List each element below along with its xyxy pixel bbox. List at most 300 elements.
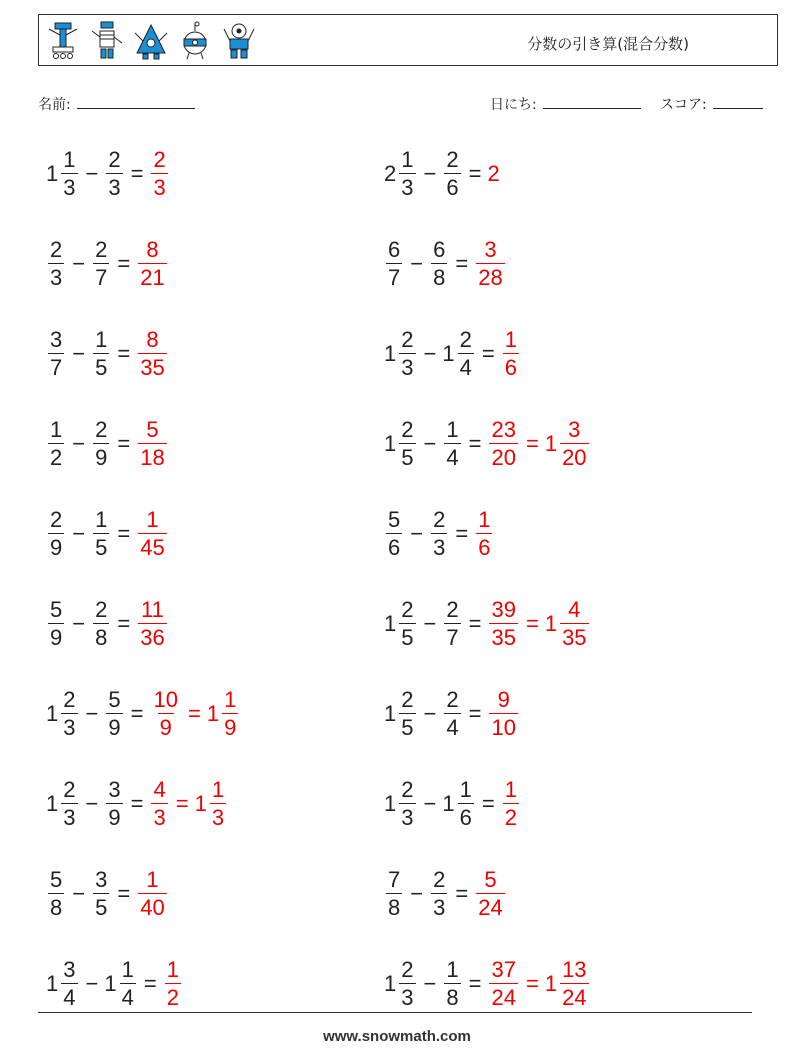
score-field[interactable]: [660, 94, 763, 114]
subtrahend-number: [91, 599, 111, 649]
subtrahend-denominator: 6: [446, 175, 459, 200]
minuend-numerator: 5: [50, 597, 63, 622]
minuend-denominator: 3: [401, 175, 414, 200]
minuend-number: [46, 419, 66, 469]
answer-part-fraction: [476, 869, 504, 919]
subtrahend-fraction: [93, 329, 109, 379]
minuend-denominator: 9: [50, 625, 63, 650]
problem-17: [46, 864, 169, 924]
answer-part-denominator: 3: [153, 175, 166, 200]
minuend-numerator: 1: [401, 147, 414, 172]
answer-part-denominator: 2: [166, 985, 179, 1010]
answer: [136, 509, 168, 559]
answer-part-numerator: 39: [491, 597, 516, 622]
problem-11: [46, 594, 169, 654]
minus-sign: −: [423, 431, 437, 456]
answer-part-fraction: [489, 419, 517, 469]
answer-part-numerator: 8: [146, 237, 159, 262]
subtrahend-numerator: 1: [459, 777, 472, 802]
minuend-number: [384, 779, 418, 829]
minuend-number: [46, 509, 66, 559]
answer-part-number: [474, 239, 506, 289]
answer-part-numerator: 4: [153, 777, 166, 802]
minuend-denominator: 3: [63, 175, 76, 200]
answer-part-number: [163, 959, 183, 1009]
subtrahend-number: [104, 689, 124, 739]
answer-part-number: [474, 869, 506, 919]
answer-part-numerator: 1: [211, 777, 225, 802]
answer-equals-sign: =: [525, 971, 539, 996]
minus-sign: −: [423, 161, 437, 186]
subtrahend-numerator: 1: [446, 957, 459, 982]
score-blank[interactable]: [713, 94, 763, 109]
subtrahend-number: [442, 419, 462, 469]
answer-part-fraction: [503, 779, 519, 829]
subtrahend-denominator: 9: [95, 445, 108, 470]
subtrahend-numerator: 5: [108, 687, 121, 712]
answer-part-numerator: 23: [491, 417, 516, 442]
answer-part-fraction: [138, 509, 166, 559]
answer-part-denominator: 35: [491, 625, 516, 650]
problem-12: [384, 594, 591, 654]
minuend-fraction: [386, 239, 402, 289]
equals-sign: =: [468, 611, 482, 636]
subtrahend-numerator: 1: [446, 417, 459, 442]
problem-1: [46, 144, 170, 204]
minus-sign: −: [72, 341, 86, 366]
answer-part-whole: 1: [544, 431, 558, 456]
minuend-numerator: 2: [401, 957, 414, 982]
minuend-numerator: 2: [401, 417, 414, 442]
subtrahend-denominator: 7: [95, 265, 108, 290]
minuend-numerator: 1: [63, 147, 76, 172]
subtrahend-number: [442, 959, 462, 1009]
minuend-fraction: [61, 779, 77, 829]
answer-part-number: [487, 599, 519, 649]
subtrahend-numerator: 2: [446, 597, 459, 622]
subtrahend-denominator: 3: [433, 895, 446, 920]
subtrahend-fraction: [458, 779, 474, 829]
problem-3: [46, 234, 169, 294]
subtrahend-numerator: 3: [95, 867, 108, 892]
minuend-denominator: 5: [401, 625, 414, 650]
subtrahend-fraction: [431, 509, 447, 559]
minuend-number: [384, 869, 404, 919]
problem-6: [384, 324, 521, 384]
robot-2-icon: [89, 19, 125, 63]
answer-part-whole: 1: [544, 971, 558, 996]
answer: [136, 869, 168, 919]
minuend-fraction: [399, 149, 415, 199]
minuend-whole: 1: [46, 701, 59, 726]
minuend-fraction: [399, 779, 415, 829]
problem-10: [384, 504, 494, 564]
minuend-number: [46, 599, 66, 649]
minuend-fraction: [48, 239, 64, 289]
subtrahend-numerator: 2: [95, 597, 108, 622]
minuend-number: [384, 509, 404, 559]
answer-part-denominator: 2: [504, 805, 517, 830]
answer: [136, 419, 168, 469]
minus-sign: −: [85, 791, 99, 816]
equals-sign: =: [481, 791, 495, 816]
answer-part-denominator: 36: [140, 625, 165, 650]
minuend-fraction: [399, 329, 415, 379]
worksheet-title: 分数の引き算(混合分数): [527, 35, 689, 53]
subtrahend-fraction: [444, 599, 460, 649]
answer-part-denominator: 20: [562, 445, 587, 470]
problem-16: [384, 774, 521, 834]
answer-part-denominator: 28: [478, 265, 503, 290]
minuend-numerator: 2: [401, 327, 414, 352]
answer-part-numerator: 1: [504, 777, 517, 802]
minuend-fraction: [48, 509, 64, 559]
minuend-denominator: 3: [401, 355, 414, 380]
minus-sign: −: [410, 521, 424, 546]
answer: [487, 161, 500, 187]
minuend-number: [46, 779, 80, 829]
subtrahend-fraction: [93, 509, 109, 559]
minuend-number: [384, 959, 418, 1009]
minuend-numerator: 1: [50, 417, 63, 442]
minuend-numerator: 5: [388, 507, 401, 532]
subtrahend-number: [91, 239, 111, 289]
subtrahend-number: [104, 959, 138, 1009]
minuend-numerator: 2: [50, 507, 63, 532]
subtrahend-fraction: [444, 689, 460, 739]
subtrahend-number: [91, 419, 111, 469]
answer-part-denominator: 3: [153, 805, 166, 830]
equals-sign: =: [468, 971, 482, 996]
subtrahend-fraction: [444, 149, 460, 199]
minuend-fraction: [386, 509, 402, 559]
answer-part-denominator: 6: [504, 355, 517, 380]
answer-part-fraction: [489, 959, 517, 1009]
answer-part-numerator: 3: [484, 237, 497, 262]
minuend-fraction: [61, 959, 77, 1009]
answer: [149, 779, 228, 829]
answer-part-number: [136, 329, 168, 379]
problem-2: [384, 144, 501, 204]
answer-part-number: [487, 419, 519, 469]
minuend-fraction: [399, 959, 415, 1009]
answer-part-denominator: 24: [478, 895, 503, 920]
subtrahend-numerator: 2: [108, 147, 121, 172]
minus-sign: −: [423, 971, 437, 996]
equals-sign: =: [481, 341, 495, 366]
answer-equals-sign: =: [187, 701, 201, 726]
minuend-whole: 1: [384, 791, 397, 816]
answer-part-numerator: 1: [504, 327, 517, 352]
minuend-denominator: 6: [388, 535, 401, 560]
answer-part-number: [474, 509, 494, 559]
minuend-number: [46, 239, 66, 289]
minuend-fraction: [48, 869, 64, 919]
minus-sign: −: [410, 251, 424, 276]
minuend-fraction: [48, 329, 64, 379]
minuend-numerator: 2: [50, 237, 63, 262]
answer-part-fraction: [560, 959, 588, 1009]
minuend-numerator: 2: [63, 777, 76, 802]
answer: [136, 239, 168, 289]
answer: [136, 599, 168, 649]
name-field[interactable]: [38, 94, 195, 114]
subtrahend-denominator: 4: [446, 715, 459, 740]
answer: [474, 509, 494, 559]
answer-part-denominator: 24: [491, 985, 516, 1010]
answer-part-number: [149, 689, 181, 739]
minuend-denominator: 3: [63, 805, 76, 830]
equals-sign: =: [130, 161, 144, 186]
minus-sign: −: [72, 251, 86, 276]
equals-sign: =: [468, 701, 482, 726]
problem-20: [384, 954, 591, 1014]
answer-part-fraction: [210, 779, 226, 829]
answer: [136, 329, 168, 379]
answer-part-number: [149, 779, 169, 829]
minuend-number: [46, 149, 80, 199]
answer-part-numerator: 10: [153, 687, 178, 712]
subtrahend-denominator: 8: [446, 985, 459, 1010]
problem-19: [46, 954, 183, 1014]
answer-part-number: [545, 959, 591, 1009]
minuend-number: [46, 959, 80, 1009]
answer-part-number: [136, 419, 168, 469]
subtrahend-number: [429, 239, 449, 289]
subtrahend-number: [104, 779, 124, 829]
answer-part-denominator: 6: [478, 535, 491, 560]
answer-part-fraction: [476, 509, 492, 559]
minus-sign: −: [423, 611, 437, 636]
problem-5: [46, 324, 169, 384]
answer-part-fraction: [503, 329, 519, 379]
answer-part-number: [487, 161, 500, 187]
equals-sign: =: [117, 611, 131, 636]
subtrahend-numerator: 2: [446, 687, 459, 712]
subtrahend-numerator: 2: [433, 867, 446, 892]
answer: [149, 149, 169, 199]
subtrahend-fraction: [458, 329, 474, 379]
minuend-denominator: 7: [388, 265, 401, 290]
answer-part-fraction: [476, 239, 504, 289]
answer-part-fraction: [151, 149, 167, 199]
subtrahend-denominator: 4: [459, 355, 472, 380]
answer: [149, 689, 240, 739]
minuend-number: [384, 149, 418, 199]
minuend-number: [46, 869, 66, 919]
subtrahend-fraction: [93, 419, 109, 469]
answer-part-fraction: [165, 959, 181, 1009]
footer-divider: [38, 1012, 752, 1013]
minuend-numerator: 2: [401, 687, 414, 712]
minuend-number: [384, 599, 418, 649]
equals-sign: =: [143, 971, 157, 996]
minuend-numerator: 3: [63, 957, 76, 982]
answer-part-fraction: [138, 869, 166, 919]
minuend-whole: 1: [384, 611, 397, 636]
minus-sign: −: [72, 611, 86, 636]
subtrahend-denominator: 3: [433, 535, 446, 560]
answer: [487, 959, 590, 1009]
subtrahend-denominator: 7: [446, 625, 459, 650]
subtrahend-numerator: 2: [459, 327, 472, 352]
minus-sign: −: [85, 161, 99, 186]
subtrahend-fraction: [93, 869, 109, 919]
footer-url: www.snowmath.com: [323, 1028, 471, 1045]
minus-sign: −: [72, 881, 86, 906]
equals-sign: =: [455, 521, 469, 546]
equals-sign: =: [468, 431, 482, 456]
subtrahend-numerator: 3: [108, 777, 121, 802]
equals-sign: =: [455, 881, 469, 906]
minuend-fraction: [399, 689, 415, 739]
minuend-numerator: 6: [388, 237, 401, 262]
subtrahend-whole: 1: [442, 341, 455, 366]
minuend-numerator: 3: [50, 327, 63, 352]
answer-part-denominator: 10: [491, 715, 516, 740]
robot-5-icon: [221, 19, 257, 63]
robot-4-icon: [177, 19, 213, 63]
subtrahend-number: [442, 779, 476, 829]
minuend-denominator: 3: [401, 985, 414, 1010]
minuend-number: [384, 689, 418, 739]
answer-part-number: [501, 329, 521, 379]
answer-part-denominator: 35: [562, 625, 587, 650]
answer: [474, 869, 506, 919]
problem-9: [46, 504, 169, 564]
minuend-numerator: 2: [401, 777, 414, 802]
answer-part-number: [545, 599, 591, 649]
answer-part-numerator: 3: [568, 417, 581, 442]
minuend-denominator: 4: [63, 985, 76, 1010]
subtrahend-number: [104, 149, 124, 199]
answer-part-fraction: [489, 599, 517, 649]
minus-sign: −: [85, 971, 99, 996]
minus-sign: −: [410, 881, 424, 906]
answer-part-number: [195, 779, 229, 829]
answer-part-number: [136, 869, 168, 919]
minus-sign: −: [72, 521, 86, 546]
answer-part-number: [545, 419, 591, 469]
answer-part-fraction: [222, 689, 238, 739]
minus-sign: −: [423, 701, 437, 726]
answer-part-numerator: 37: [491, 957, 516, 982]
answer-part-whole: 1: [194, 791, 207, 816]
subtrahend-number: [442, 599, 462, 649]
answer-part-number: [149, 149, 169, 199]
answer-part-numerator: 11: [141, 597, 164, 622]
subtrahend-whole: 1: [104, 971, 117, 996]
answer: [487, 689, 519, 739]
minuend-whole: 1: [384, 341, 397, 366]
answer-part-numerator: 8: [146, 327, 159, 352]
answer-part-numerator: 1: [224, 687, 237, 712]
problem-4: [384, 234, 507, 294]
problem-8: [384, 414, 591, 474]
minuend-denominator: 9: [50, 535, 63, 560]
subtrahend-denominator: 5: [95, 535, 108, 560]
equals-sign: =: [117, 881, 131, 906]
subtrahend-numerator: 1: [121, 957, 134, 982]
answer-part-denominator: 21: [140, 265, 165, 290]
problem-14: [384, 684, 520, 744]
subtrahend-number: [91, 329, 111, 379]
minuend-numerator: 2: [401, 597, 414, 622]
minus-sign: −: [85, 701, 99, 726]
minuend-whole: 1: [384, 701, 397, 726]
answer-part-number: [136, 239, 168, 289]
subtrahend-number: [429, 509, 449, 559]
subtrahend-fraction: [106, 779, 122, 829]
answer-part-number: [207, 689, 241, 739]
name-blank[interactable]: [77, 94, 195, 109]
problem-7: [46, 414, 169, 474]
minuend-fraction: [48, 599, 64, 649]
answer-part-numerator: 1: [146, 867, 159, 892]
subtrahend-numerator: 2: [433, 507, 446, 532]
robot-icons: [45, 19, 257, 63]
minuend-denominator: 7: [50, 355, 63, 380]
minuend-number: [46, 689, 80, 739]
answer-equals-sign: =: [175, 791, 189, 816]
minus-sign: −: [423, 341, 437, 366]
answer: [501, 779, 521, 829]
problem-18: [384, 864, 507, 924]
equals-sign: =: [130, 701, 144, 726]
subtrahend-fraction: [93, 239, 109, 289]
robot-1-icon: [45, 19, 81, 63]
date-field[interactable]: [490, 94, 641, 114]
minuend-fraction: [61, 689, 77, 739]
answer-part-integer: 2: [487, 161, 500, 186]
answer-part-number: [136, 599, 168, 649]
answer-part-numerator: 5: [484, 867, 497, 892]
answer-part-numerator: 13: [562, 957, 587, 982]
minuend-whole: 1: [46, 791, 59, 816]
answer-part-fraction: [138, 239, 166, 289]
minuend-number: [384, 329, 418, 379]
answer-part-fraction: [138, 419, 166, 469]
minuend-numerator: 5: [50, 867, 63, 892]
minuend-fraction: [48, 419, 64, 469]
answer-part-denominator: 9: [224, 715, 237, 740]
answer-part-number: [487, 689, 519, 739]
equals-sign: =: [117, 251, 131, 276]
subtrahend-fraction: [106, 689, 122, 739]
minuend-denominator: 3: [401, 805, 414, 830]
subtrahend-fraction: [431, 239, 447, 289]
answer-part-whole: 1: [544, 611, 558, 636]
minuend-numerator: 7: [388, 867, 401, 892]
subtrahend-number: [442, 149, 462, 199]
answer-part-fraction: [151, 689, 179, 739]
score-label: スコア:: [660, 97, 707, 113]
answer-part-denominator: 18: [140, 445, 165, 470]
answer-part-fraction: [138, 599, 166, 649]
answer-part-numerator: 1: [166, 957, 179, 982]
worksheet-header: [38, 14, 778, 66]
date-blank[interactable]: [543, 94, 641, 109]
answer-part-number: [501, 779, 521, 829]
answer-part-number: [487, 959, 519, 1009]
answer-part-fraction: [560, 599, 588, 649]
equals-sign: =: [117, 431, 131, 456]
answer: [487, 599, 590, 649]
subtrahend-number: [442, 329, 476, 379]
subtrahend-number: [91, 509, 111, 559]
answer-part-denominator: 24: [562, 985, 587, 1010]
subtrahend-fraction: [444, 419, 460, 469]
